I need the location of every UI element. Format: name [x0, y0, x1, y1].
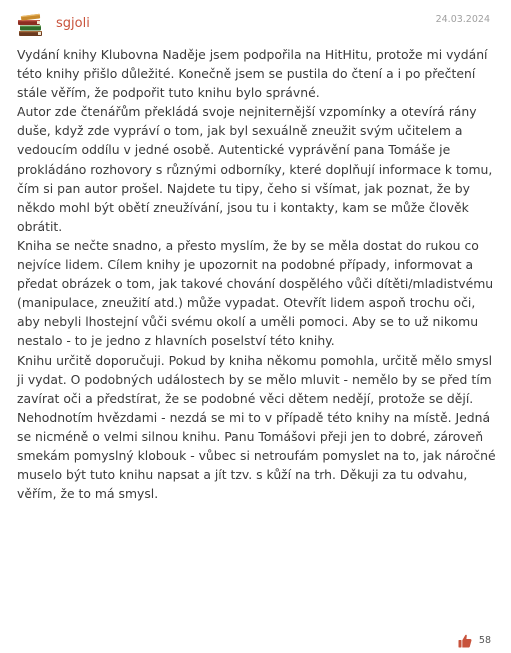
- review-paragraph: Knihu určitě doporučuji. Pokud by kniha někomu pomohla, určitě mělo smysl ji vydat. O podobných událostech by se mělo mluvit - nemělo by se před tím zavírat oči a předstírat, že se podobné věci dětem nedějí, protože se dějí.: [17, 352, 493, 406]
- username-link[interactable]: sgjoli: [56, 16, 90, 31]
- like-count: 58: [478, 634, 491, 646]
- review-paragraph: Vydání knihy Klubovna Naděje jsem podpořila na HitHitu, protože mi vydání této knihy přišlo důležité. Konečně jsem se pustila do čtení a i po přečtení stále věřím, že podpořit tuto knihu bylo správné.: [17, 47, 488, 101]
- thumbs-up-icon[interactable]: [458, 633, 472, 647]
- review-paragraph: Kniha se nečte snadno, a přesto myslím, že by se měla dostat do rukou co nejvíce lidem. Cílem knihy je upozornit na podobné případy, informovat a předat obrázek o tom, jak takové chování dospělého vůči dítěti/mladistvému (manipulace, zneužití atd.) může vypadat. Otevřít lidem aspoň trochu oči, aby nebyli lhostejní vůči svému okolí a uměli pomoci. Aby se to už nikomu nestalo - to je jedno z hlavních poselství této knihy.: [17, 237, 494, 349]
- review-text: [17, 45, 499, 503]
- review-paragraph: Nehodnotím hvězdami - nezdá se mi to v případě této knihy na místě. Jedná se nicméně o velmi silnou knihu. Panu Tomášovi přeji jen to dobré, zároveň smekám pomyslný klobouk - vůbec si netroufám pomyslet na to, jak náročné muselo být tuto knihu napsat a jít tzv. s kůží na trh. Děkuji za tu odvahu, věřím, že to má smysl.: [17, 409, 496, 502]
- review-paragraph: Autor zde čtenářům překládá svoje nejniternější vzpomínky a otevírá rány duše, když zde vypráví o tom, jak byl sexuálně zneužit svým učitelem a vedoucím oddílu v jedné osobě. Autentické vyprávění pana Tomáše je prokládáno rozhovory s různými odborníky, které doplňují informace k tomu, čím si pan autor prošel. Najdete tu tipy, čeho si všímat, jak poznat, že by někdo mohl být obětí zneužívání, jsou tu i kontakty, kam se může člověk obrátit.: [17, 104, 493, 234]
- review-header: [14, 10, 496, 40]
- books-icon[interactable]: [16, 12, 44, 38]
- review-date: 24.03.2024: [435, 14, 490, 25]
- review-footer: [458, 631, 491, 649]
